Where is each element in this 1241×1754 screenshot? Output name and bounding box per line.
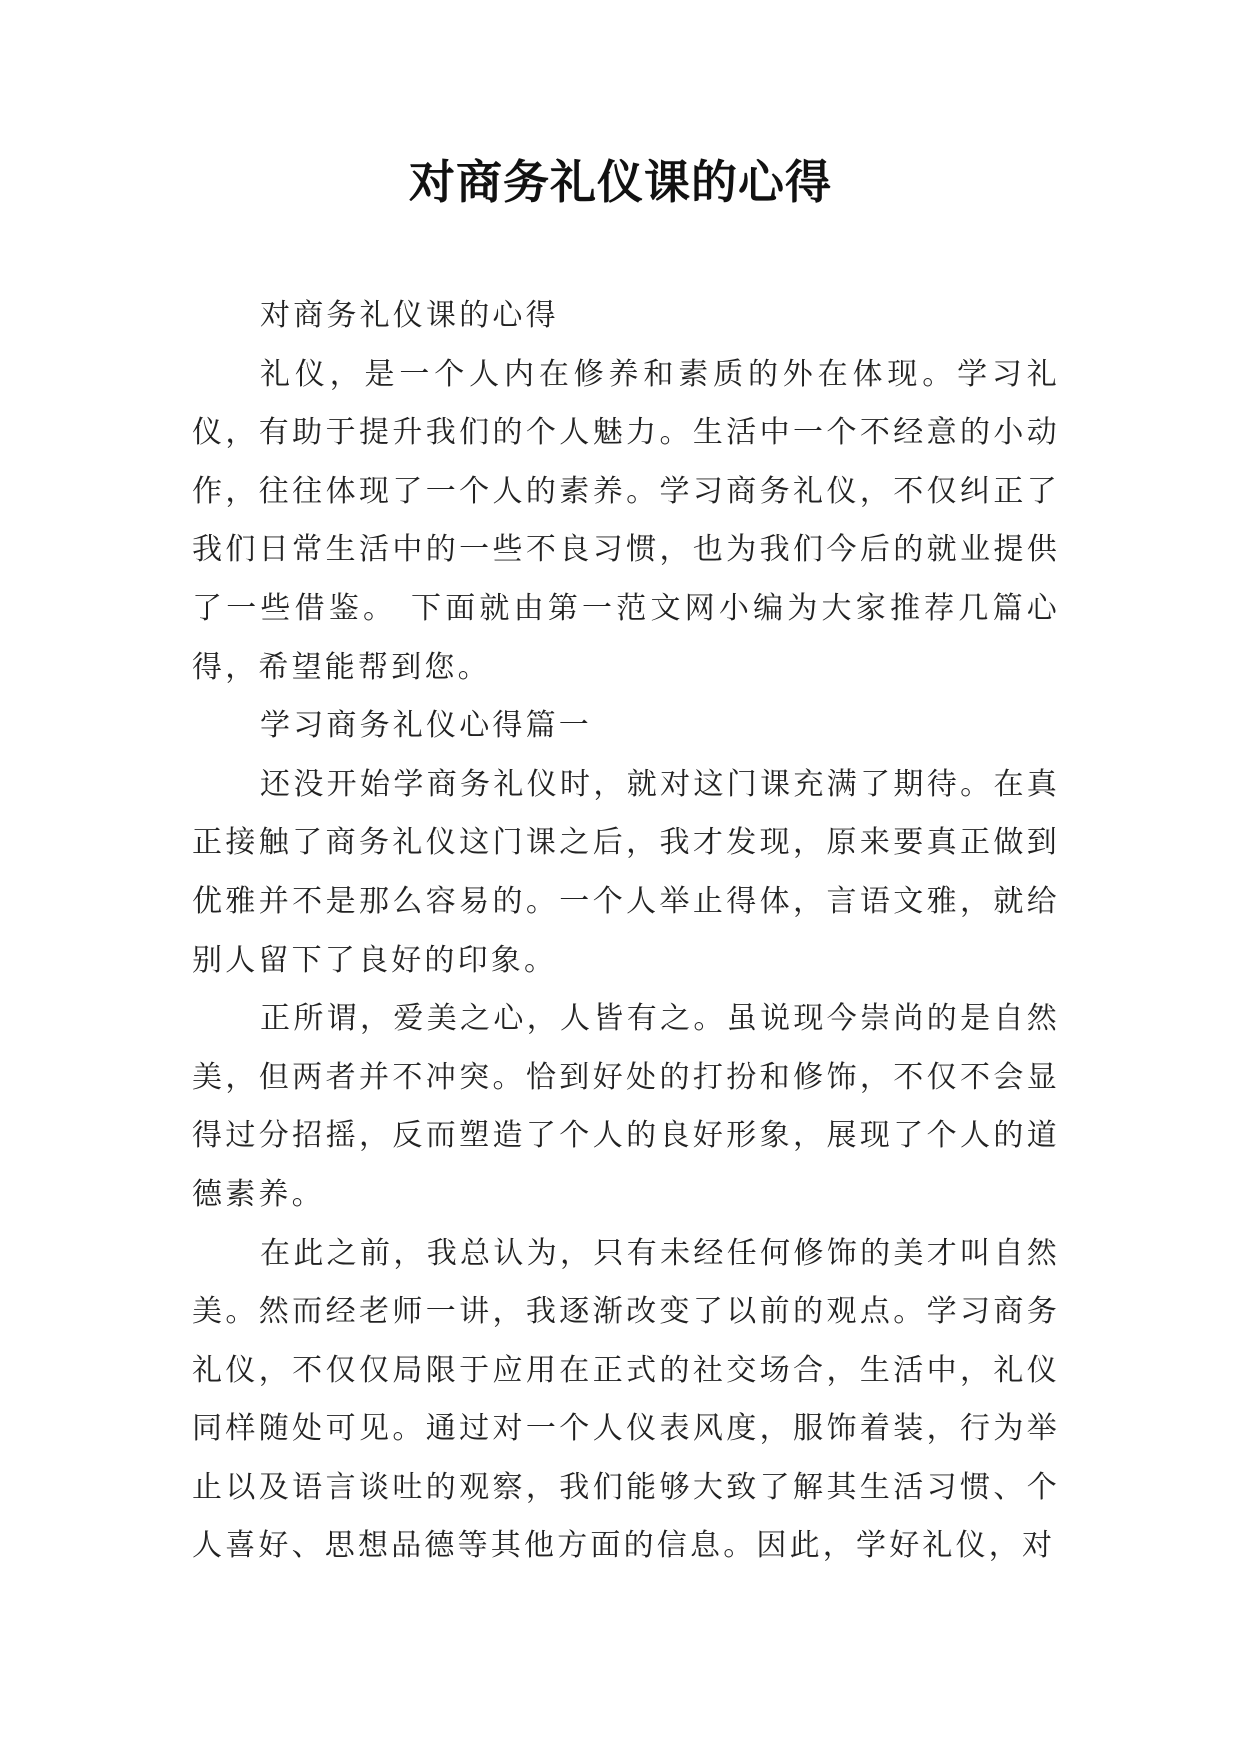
section-heading: 学习商务礼仪心得篇一	[260, 708, 592, 744]
paragraph: 正所谓，爱美之心，人皆有之。虽说现今崇尚的是自然美，但两者并不冲突。恰到好处的打扮和修饰，不仅不会显得过分招摇，反而塑造了个人的良好形象，展现了个人的道德素养。	[192, 1001, 1060, 1212]
paragraph-intro: 礼仪，是一个人内在修养和素质的外在体现。学习礼仪，有助于提升我们的个人魅力。生活中一个不经意的小动作，往往体现了一个人的素养。学习商务礼仪，不仅纠正了我们日常生活中的一些不良习惯，也为我们今后的就业提供了一些借鉴。 下面就由第一范文网小编为大家推荐几篇心得，希望能帮到您。	[192, 356, 1060, 685]
paragraph-heading: 对商务礼仪课的心得	[260, 298, 559, 333]
paragraph: 还没开始学商务礼仪时，就对这门课充满了期待。在真正接触了商务礼仪这门课之后，我才发现，原来要真正做到优雅并不是那么容易的。一个人举止得体，言语文雅，就给别人留下了良好的印象。	[192, 766, 1060, 978]
document-body	[192, 287, 1060, 1576]
paragraph: 在此之前，我总认为，只有未经任何修饰的美才叫自然美。然而经老师一讲，我逐渐改变了以前的观点。学习商务礼仪，不仅仅局限于应用在正式的社交场合，生活中，礼仪同样随处可见。通过对一个人仪表风度，服饰着装，行为举止以及语言谈吐的观察，我们能够大致了解其生活习惯、个人喜好、思想品德等其他方面的信息。因此，学好礼仪，对	[192, 1235, 1060, 1564]
document-title: 对商务礼仪课的心得	[409, 155, 832, 209]
